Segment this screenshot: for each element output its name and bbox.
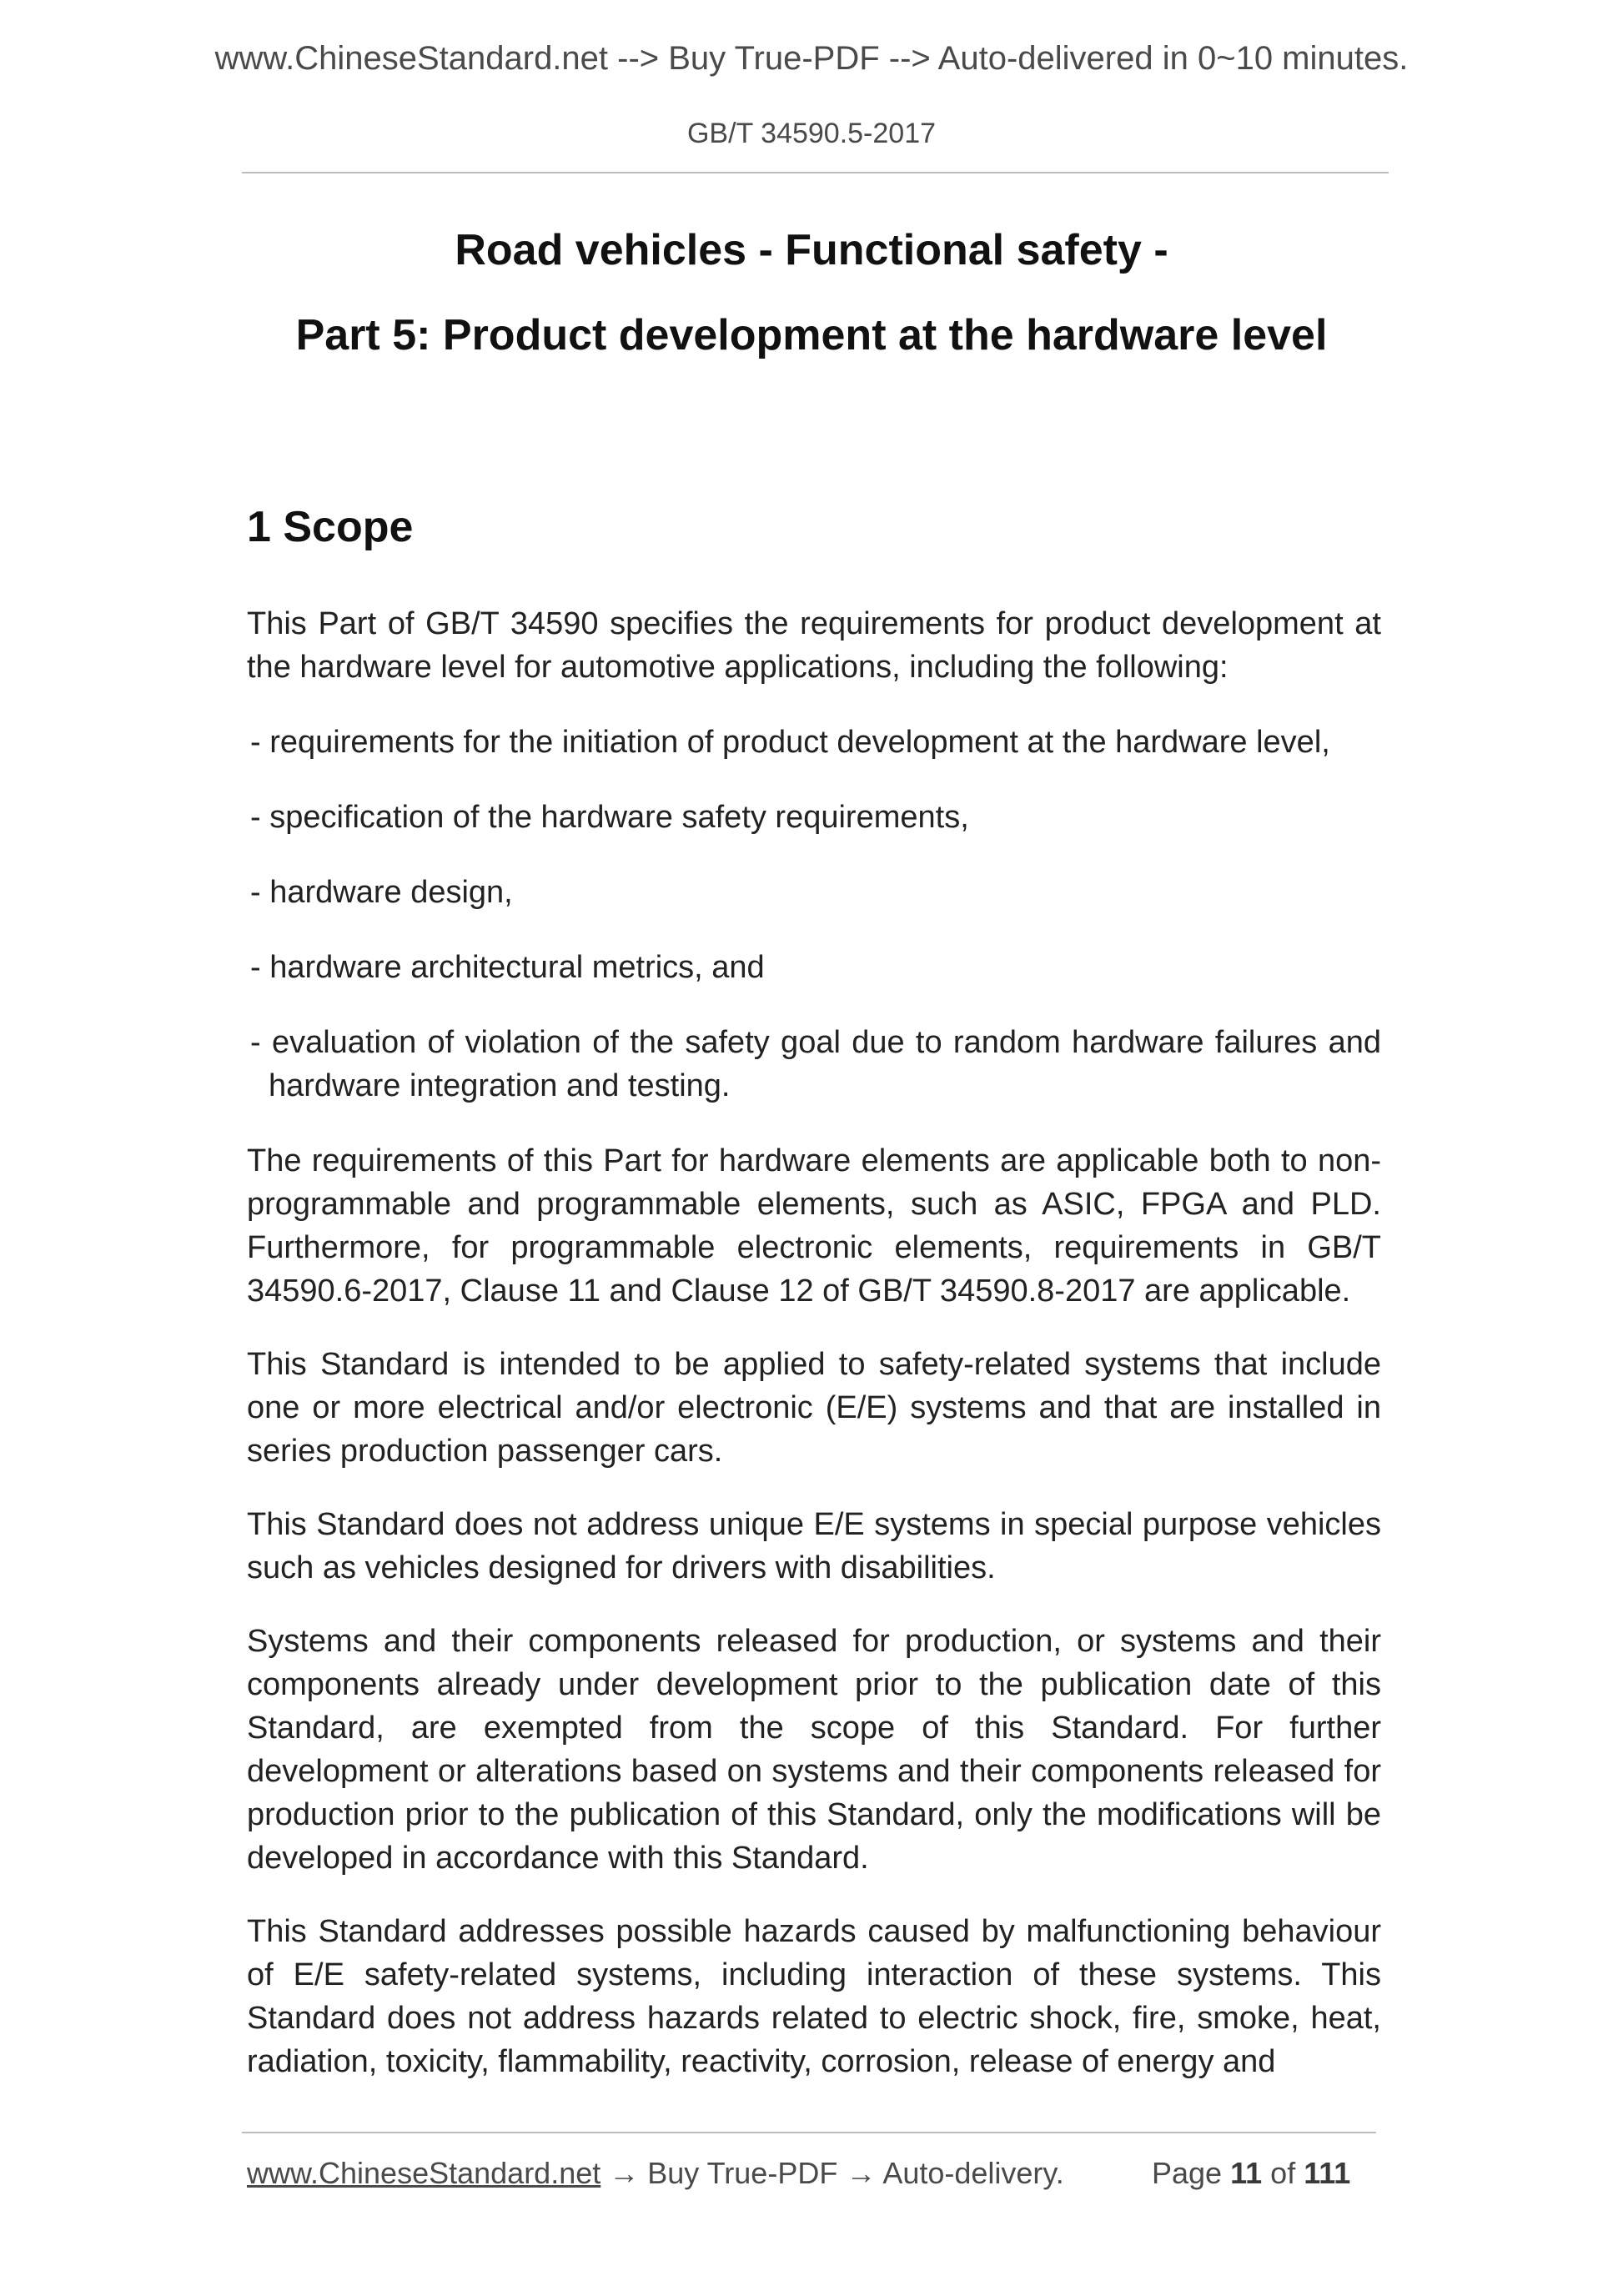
list-item: - evaluation of violation of the safety goal due to random hardware failures and hardware integration and testing.	[250, 1025, 1381, 1103]
of-label: of	[1270, 2156, 1296, 2190]
page-number: 11	[1230, 2156, 1263, 2190]
footer-promo	[247, 2156, 1064, 2191]
top-banner: www.ChineseStandard.net --> Buy True-PDF --> Auto-delivered in 0~10 minutes.	[214, 40, 1409, 77]
document-title-line-1: Road vehicles - Functional safety -	[455, 226, 1168, 274]
body-paragraph: This Standard does not address unique E/E systems in special purpose vehicles such as vehicles designed for drivers with disabilities.	[247, 1507, 1381, 1585]
list-item: - hardware design,	[250, 875, 513, 910]
header-divider	[242, 172, 1389, 173]
footer-divider	[242, 2132, 1376, 2133]
page-label: Page	[1152, 2156, 1223, 2190]
standard-code: GB/T 34590.5-2017	[686, 118, 937, 149]
section-heading: 1 Scope	[247, 503, 414, 551]
intro-paragraph: This Part of GB/T 34590 specifies the requirements for product development at the hardware level for automotive applications, including the following:	[247, 606, 1381, 685]
body-paragraph: This Standard addresses possible hazards caused by malfunctioning behaviour of E/E safety-related systems, including interaction of these systems. This Standard does not address hazards related to electric shock, fire, smoke, heat, radiation, toxicity, flammability, reactivity, corrosion, release of energy and	[247, 1914, 1381, 2079]
list-item: - requirements for the initiation of product development at the hardware level,	[250, 725, 1330, 760]
body-paragraph: The requirements of this Part for hardware elements are applicable both to non-programmable and programmable elements, such as ASIC, FPGA and PLD. Furthermore, for programmable electronic elements, requirements in GB/T 34590.6-2017, Clause 11 and Clause 12 of GB/T 34590.8-2017 are applicable.	[247, 1143, 1381, 1309]
body-paragraph: This Standard is intended to be applied to safety-related systems that include one or more electrical and/or electronic (E/E) systems and that are installed in series production passenger cars.	[247, 1347, 1381, 1469]
document-title-line-2: Part 5: Product development at the hardware level	[295, 311, 1328, 359]
body-paragraph: Systems and their components released for production, or systems and their components already under development prior to the publication date of this Standard, are exempted from the scope of this Standard. For further development or alterations based on systems and their components released for production prior to the publication of this Standard, only the modifications will be developed in accordance with this Standard.	[247, 1624, 1381, 1876]
scope-list	[247, 721, 1381, 1108]
list-item: - hardware architectural metrics, and	[250, 950, 765, 985]
page-indicator	[1152, 2156, 1350, 2191]
section-body	[247, 602, 1381, 2113]
list-item: - specification of the hardware safety requirements,	[250, 800, 969, 835]
page-total: 111	[1304, 2156, 1351, 2190]
footer-promo-text: → Buy True-PDF → Auto-delivery.	[600, 2156, 1064, 2190]
footer-website-link[interactable]: www.ChineseStandard.net	[247, 2156, 601, 2190]
